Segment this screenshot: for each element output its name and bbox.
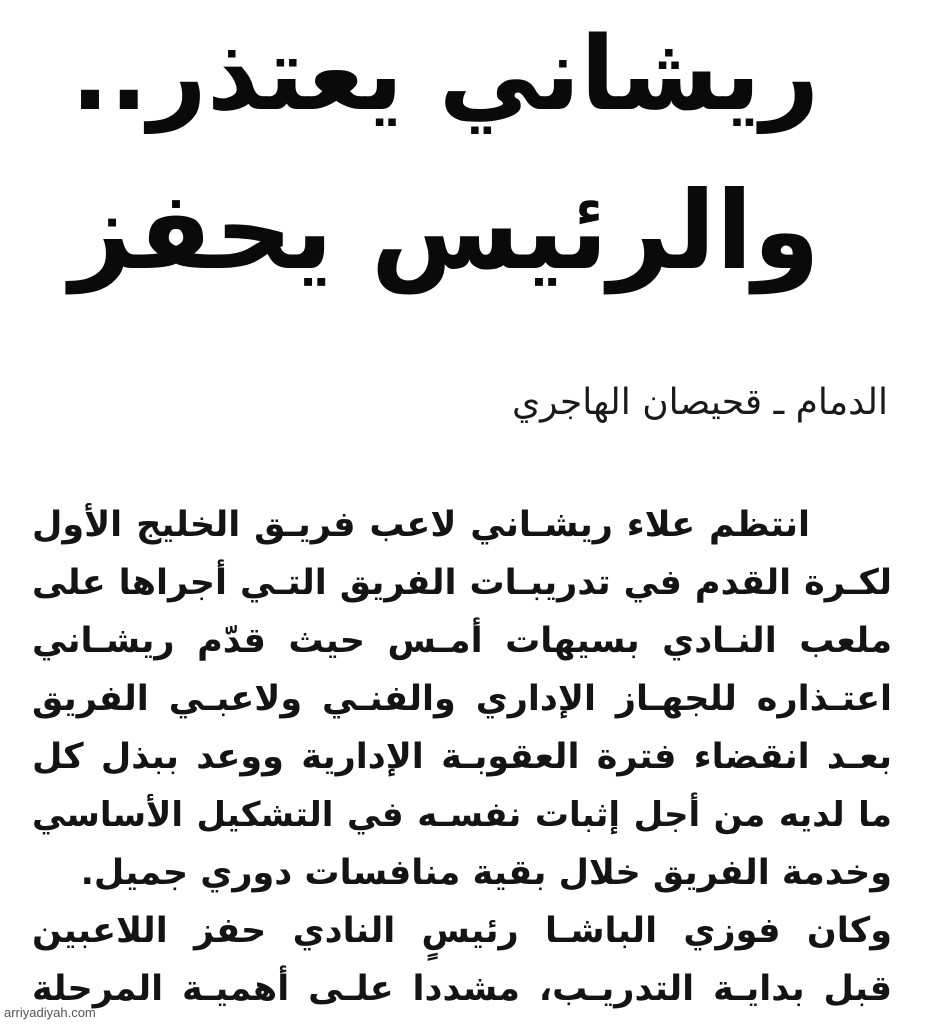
body-line-8: وكان فوزي الباشـا رئيسٍ النادي حفز اللاعبين [32, 911, 892, 951]
body-line-4: اعتـذاره للجهـاز الإداري والفنـي ولاعبـي الفريق [32, 679, 892, 719]
article-body [32, 496, 892, 1018]
headline-line-1: ريشاني يعتذر.. [70, 15, 820, 134]
headline-line-2: والرئيس يحفز [69, 169, 820, 294]
body-line-1: انتظم علاء ريشـاني لاعب فريـق الخليج الأول [32, 505, 810, 545]
byline: الدمام ـ قحيصان الهاجري [511, 382, 888, 423]
body-line-9: قبل بدايـة التدريـب، مشددا علـى أهميـة المرحلة [32, 969, 892, 1009]
body-line-7: وخدمة الفريق خلال بقية منافسات دوري جميل. [80, 853, 892, 893]
body-line-3: ملعب النـادي بسيهات أمـس حيث قدّم ريشـاني [32, 621, 892, 661]
body-line-5: بعـد انقضاء فترة العقوبـة الإدارية ووعد ببذل كل [32, 737, 892, 777]
body-line-6: ما لديه من أجل إثبات نفسـه في التشكيل الأساسي [32, 795, 892, 835]
source-watermark: arriyadiyah.com [4, 1005, 96, 1020]
body-line-2: لكـرة القدم في تدريبـات الفريق التـي أجراها على [32, 563, 892, 603]
